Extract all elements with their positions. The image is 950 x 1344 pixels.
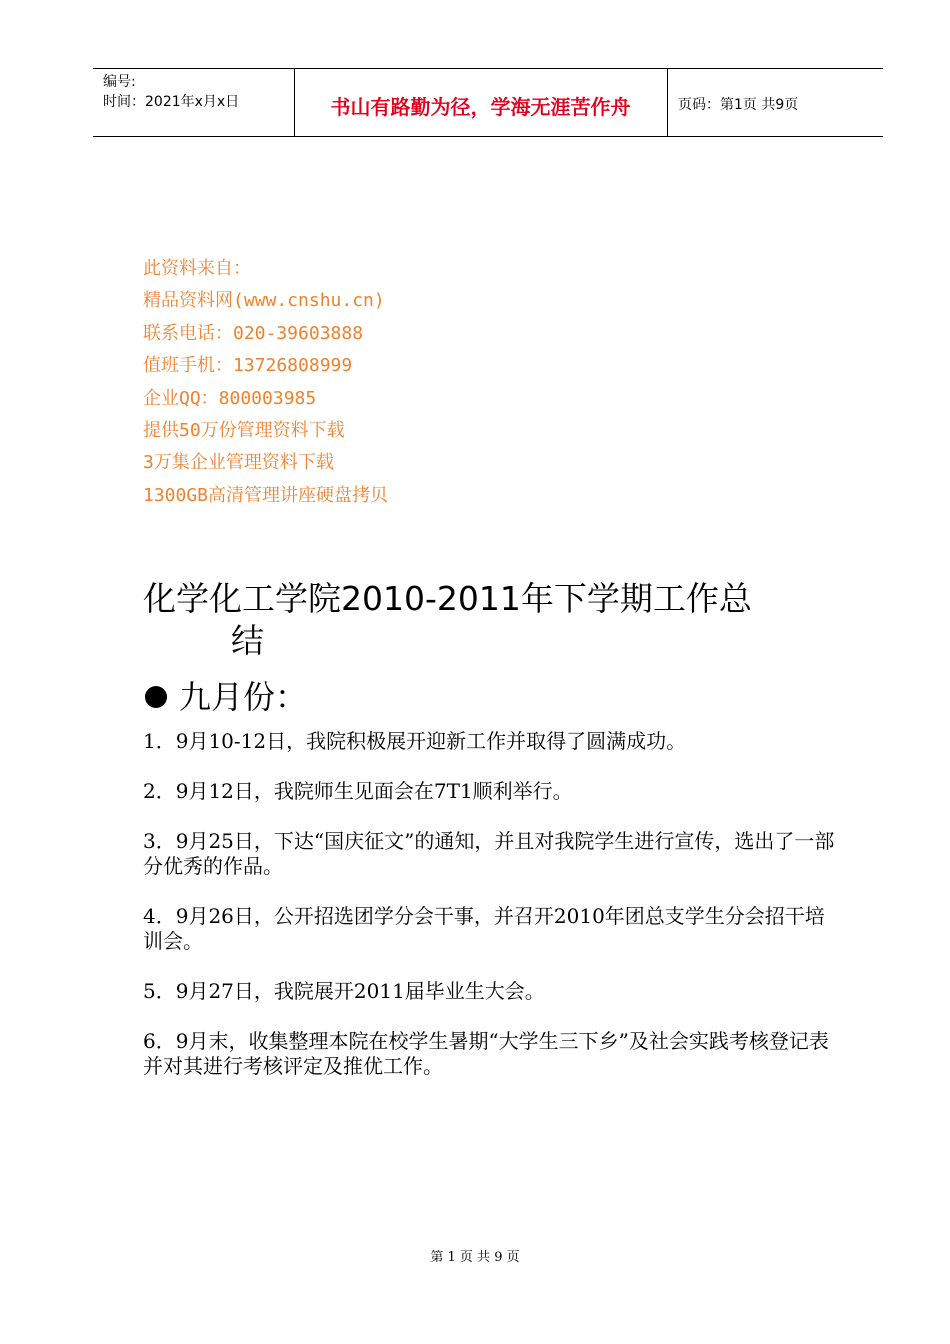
- source-line: 1300GB高清管理讲座硬盘拷贝: [143, 484, 389, 506]
- source-line: 此资料来自：: [143, 258, 251, 279]
- header-motto-cell: [294, 69, 668, 136]
- header-page-number: 页码：第1页 共9页: [678, 97, 799, 113]
- header-meta-cell: [93, 69, 295, 136]
- source-line: 联系电话：020-39603888: [143, 322, 364, 344]
- list-item: 2．9月12日，我院师生见面会在7T1顺利举行。: [143, 779, 573, 803]
- item-list: [143, 729, 843, 1104]
- list-item: 5．9月27日，我院展开2011届毕业生大会。: [143, 979, 545, 1003]
- page-header: [93, 68, 883, 137]
- title-line-1: 化学化工学院2010-2011年下学期工作总: [143, 579, 752, 618]
- source-line: 3万集企业管理资料下载: [143, 452, 334, 474]
- date-label: 时间：2021年x月x日: [103, 94, 240, 110]
- source-line: 企业QQ：800003985: [143, 387, 317, 409]
- list-item: 3．9月25日，下达“国庆征文”的通知，并且对我院学生进行宣传，选出了一部分优秀的作品。: [143, 829, 835, 878]
- bullet-icon: [145, 686, 167, 708]
- list-item: 1．9月10-12日，我院积极展开迎新工作并取得了圆满成功。: [143, 729, 687, 753]
- list-item: 4．9月26日，公开招选团学分会干事，并召开2010年团总支学生分会招干培训会。: [143, 904, 825, 953]
- section-heading: [143, 676, 307, 718]
- number-label: 编号:: [103, 74, 136, 90]
- source-line: 精品资料网(www.cnshu.cn): [143, 290, 385, 312]
- list-item: 6．9月末，收集整理本院在校学生暑期“大学生三下乡”及社会实践考核登记表并对其进行考核评定及推优工作。: [143, 1029, 829, 1078]
- source-line: 值班手机：13726808999: [143, 355, 353, 377]
- document-title: [143, 578, 823, 662]
- header-motto: 书山有路勤为径，学海无涯苦作舟: [330, 95, 631, 119]
- header-page-cell: [668, 69, 883, 136]
- title-line-2: 结: [231, 621, 264, 660]
- page-footer: 第 1 页 共 9 页: [430, 1250, 520, 1265]
- section-heading-text: 九月份：: [179, 678, 308, 716]
- source-info-block: [143, 255, 388, 514]
- source-line: 提供50万份管理资料下载: [143, 419, 345, 441]
